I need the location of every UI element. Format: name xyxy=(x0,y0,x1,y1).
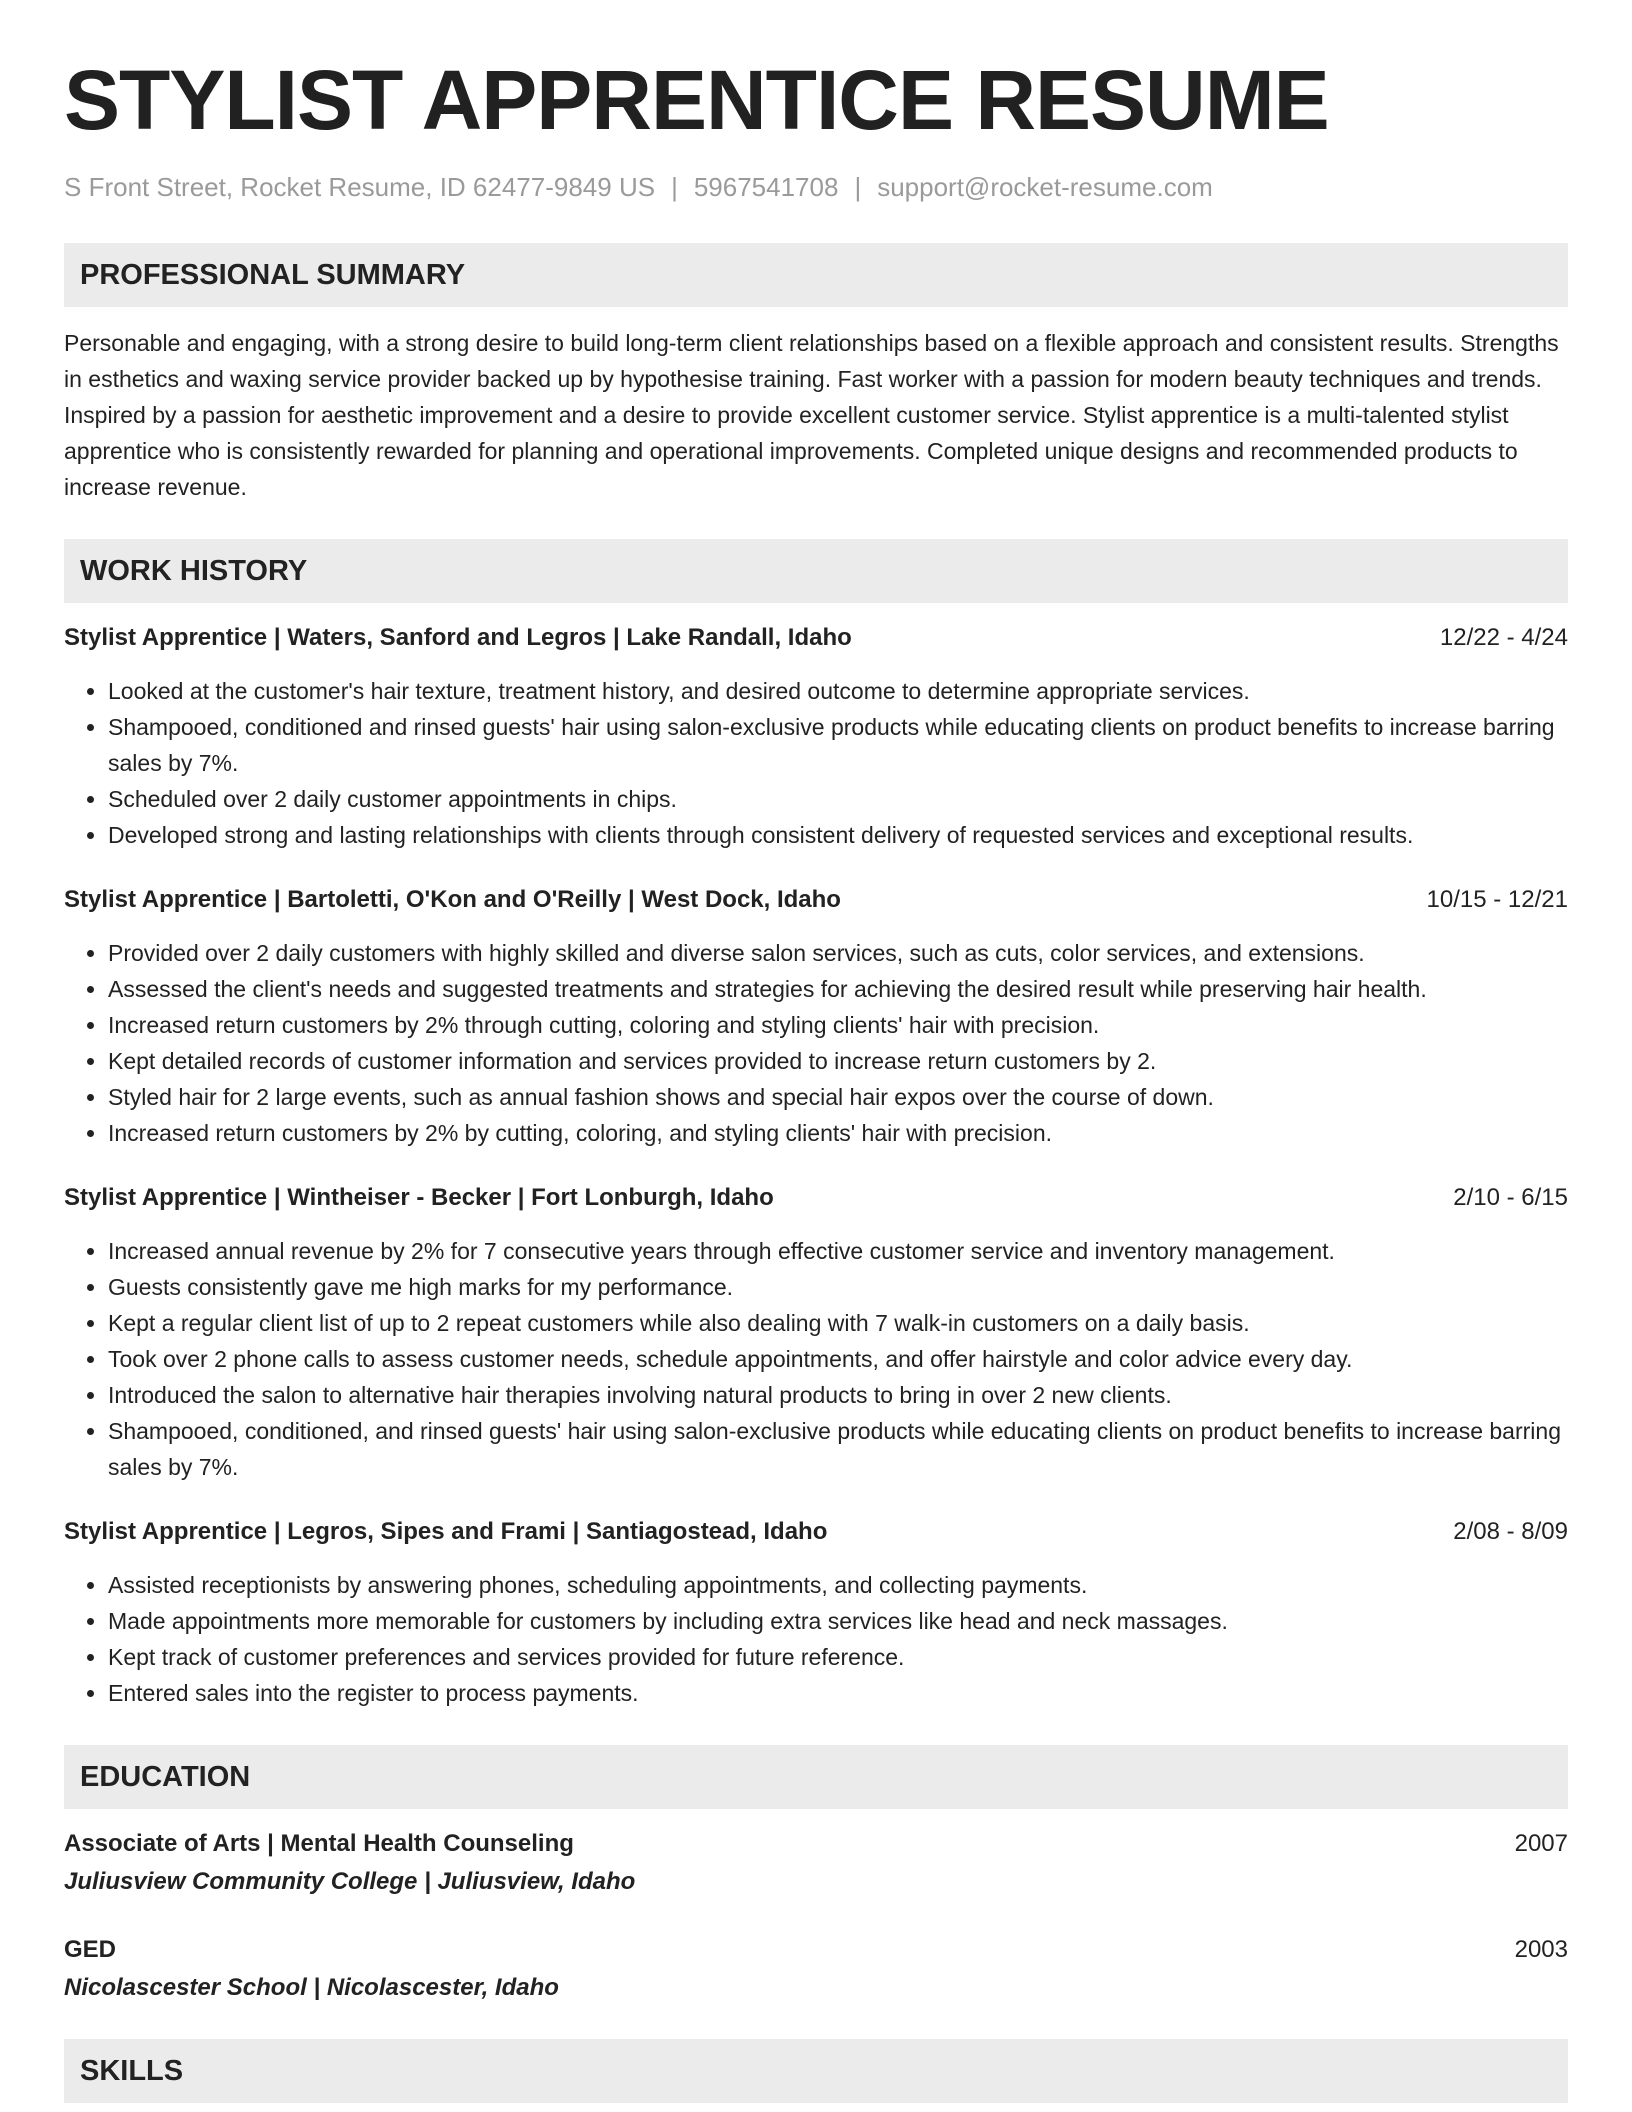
summary-text: Personable and engaging, with a strong desire to build long-term client relationships based on a flexible approach and consistent results. Strengths in esthetics and waxing service provider backed up by hypothesise training. Fast worker with a passion for modern beauty techniques and trends. Inspired by a passion for aesthetic improvement and a desire to provide excellent customer service. Stylist apprentice is a multi-talented stylist apprentice who is consistently rewarded for planning and operational improvements. Completed unique designs and recommended products to increase revenue. xyxy=(64,330,1559,500)
education-year: 2007 xyxy=(1514,1830,1568,1857)
education-school: Juliusview Community College | Juliusview, Idaho xyxy=(64,1868,636,1895)
education-entry xyxy=(64,1933,1568,2005)
job-bullet: • Took over 2 phone calls to assess customer needs, schedule appointments, and offer hairstyle and color advice every day. xyxy=(108,1341,1568,1377)
job-bullet: • Provided over 2 daily customers with highly skilled and diverse salon services, such as cuts, color services, and extensions. xyxy=(108,935,1568,971)
job-bullets xyxy=(64,935,1568,1151)
job-entry xyxy=(64,621,1568,853)
education-header xyxy=(64,1827,1568,1861)
job-bullet: • Kept detailed records of customer information and services provided to increase return customers by 2. xyxy=(108,1043,1568,1079)
job-bullet: • Introduced the salon to alternative hair therapies involving natural products to bring in over 2 new clients. xyxy=(108,1377,1568,1413)
contact-email[interactable]: support@rocket-resume.com xyxy=(877,172,1213,202)
job-title: Stylist Apprentice | Legros, Sipes and Frami | Santiagostead, Idaho xyxy=(64,1518,828,1545)
education-degree: GED xyxy=(64,1936,117,1963)
job-dates: 10/15 - 12/21 xyxy=(1426,886,1568,913)
job-bullets xyxy=(64,673,1568,853)
job-bullet: • Assessed the client's needs and suggested treatments and strategies for achieving the desired result while preserving hair health. xyxy=(108,971,1568,1007)
contact-line xyxy=(64,172,1568,203)
contact-address: S Front Street, Rocket Resume, ID 62477-9849 US xyxy=(64,172,656,202)
job-bullet: • Developed strong and lasting relationships with clients through consistent delivery of requested services and exceptional results. xyxy=(108,817,1568,853)
resume-title: STYLIST APPRENTICE RESUME xyxy=(64,53,1329,147)
job-title: Stylist Apprentice | Bartoletti, O'Kon and O'Reilly | West Dock, Idaho xyxy=(64,886,841,913)
job-bullet: • Shampooed, conditioned and rinsed guests' hair using salon-exclusive products while educating clients on product benefits to increase barring sales by 7%. xyxy=(108,709,1568,781)
education-degree: Associate of Arts | Mental Health Counseling xyxy=(64,1830,574,1857)
job-header xyxy=(64,1515,1568,1549)
contact-separator: | xyxy=(671,172,678,202)
job-bullets xyxy=(64,1233,1568,1485)
contact-separator: | xyxy=(854,172,862,202)
contact-phone[interactable]: 5967541708 xyxy=(693,172,839,202)
job-entry xyxy=(64,1181,1568,1485)
section-heading-summary: PROFESSIONAL SUMMARY xyxy=(64,243,1568,307)
education-header xyxy=(64,1933,1568,1967)
job-bullet: • Kept a regular client list of up to 2 repeat customers while also dealing with 7 walk-in customers on a daily basis. xyxy=(108,1305,1568,1341)
job-entry xyxy=(64,1515,1568,1711)
job-bullet: • Increased return customers by 2% by cutting, coloring, and styling clients' hair with precision. xyxy=(108,1115,1568,1151)
job-bullet: • Increased return customers by 2% through cutting, coloring and styling clients' hair with precision. xyxy=(108,1007,1568,1043)
section-heading-skills: SKILLS xyxy=(64,2039,1568,2103)
job-dates: 2/10 - 6/15 xyxy=(1453,1184,1568,1211)
job-bullet: • Made appointments more memorable for customers by including extra services like head and neck massages. xyxy=(108,1603,1568,1639)
job-header xyxy=(64,1181,1568,1215)
job-bullet: • Entered sales into the register to process payments. xyxy=(108,1675,1568,1711)
section-heading-work-history: WORK HISTORY xyxy=(64,539,1568,603)
job-dates: 12/22 - 4/24 xyxy=(1439,624,1568,651)
education-year: 2003 xyxy=(1514,1936,1568,1963)
job-title: Stylist Apprentice | Waters, Sanford and Legros | Lake Randall, Idaho xyxy=(64,624,852,651)
job-bullet: • Looked at the customer's hair texture, treatment history, and desired outcome to determine appropriate services. xyxy=(108,673,1568,709)
job-bullet: • Assisted receptionists by answering phones, scheduling appointments, and collecting payments. xyxy=(108,1567,1568,1603)
job-bullet: • Kept track of customer preferences and services provided for future reference. xyxy=(108,1639,1568,1675)
job-entry xyxy=(64,883,1568,1151)
job-bullet: • Shampooed, conditioned, and rinsed guests' hair using salon-exclusive products while educating clients on product benefits to increase barring sales by 7%. xyxy=(108,1413,1568,1485)
education-entry xyxy=(64,1827,1568,1899)
education-school: Nicolascester School | Nicolascester, Idaho xyxy=(64,1974,559,2001)
job-header xyxy=(64,621,1568,655)
job-title: Stylist Apprentice | Wintheiser - Becker | Fort Lonburgh, Idaho xyxy=(64,1184,774,1211)
job-bullet: • Scheduled over 2 daily customer appointments in chips. xyxy=(108,781,1568,817)
job-dates: 2/08 - 8/09 xyxy=(1453,1518,1568,1545)
section-heading-education: EDUCATION xyxy=(64,1745,1568,1809)
job-header xyxy=(64,883,1568,917)
job-bullet: • Increased annual revenue by 2% for 7 consecutive years through effective customer service and inventory management. xyxy=(108,1233,1568,1269)
job-bullets xyxy=(64,1567,1568,1711)
job-bullet: • Styled hair for 2 large events, such as annual fashion shows and special hair expos over the course of down. xyxy=(108,1079,1568,1115)
job-bullet: • Guests consistently gave me high marks for my performance. xyxy=(108,1269,1568,1305)
